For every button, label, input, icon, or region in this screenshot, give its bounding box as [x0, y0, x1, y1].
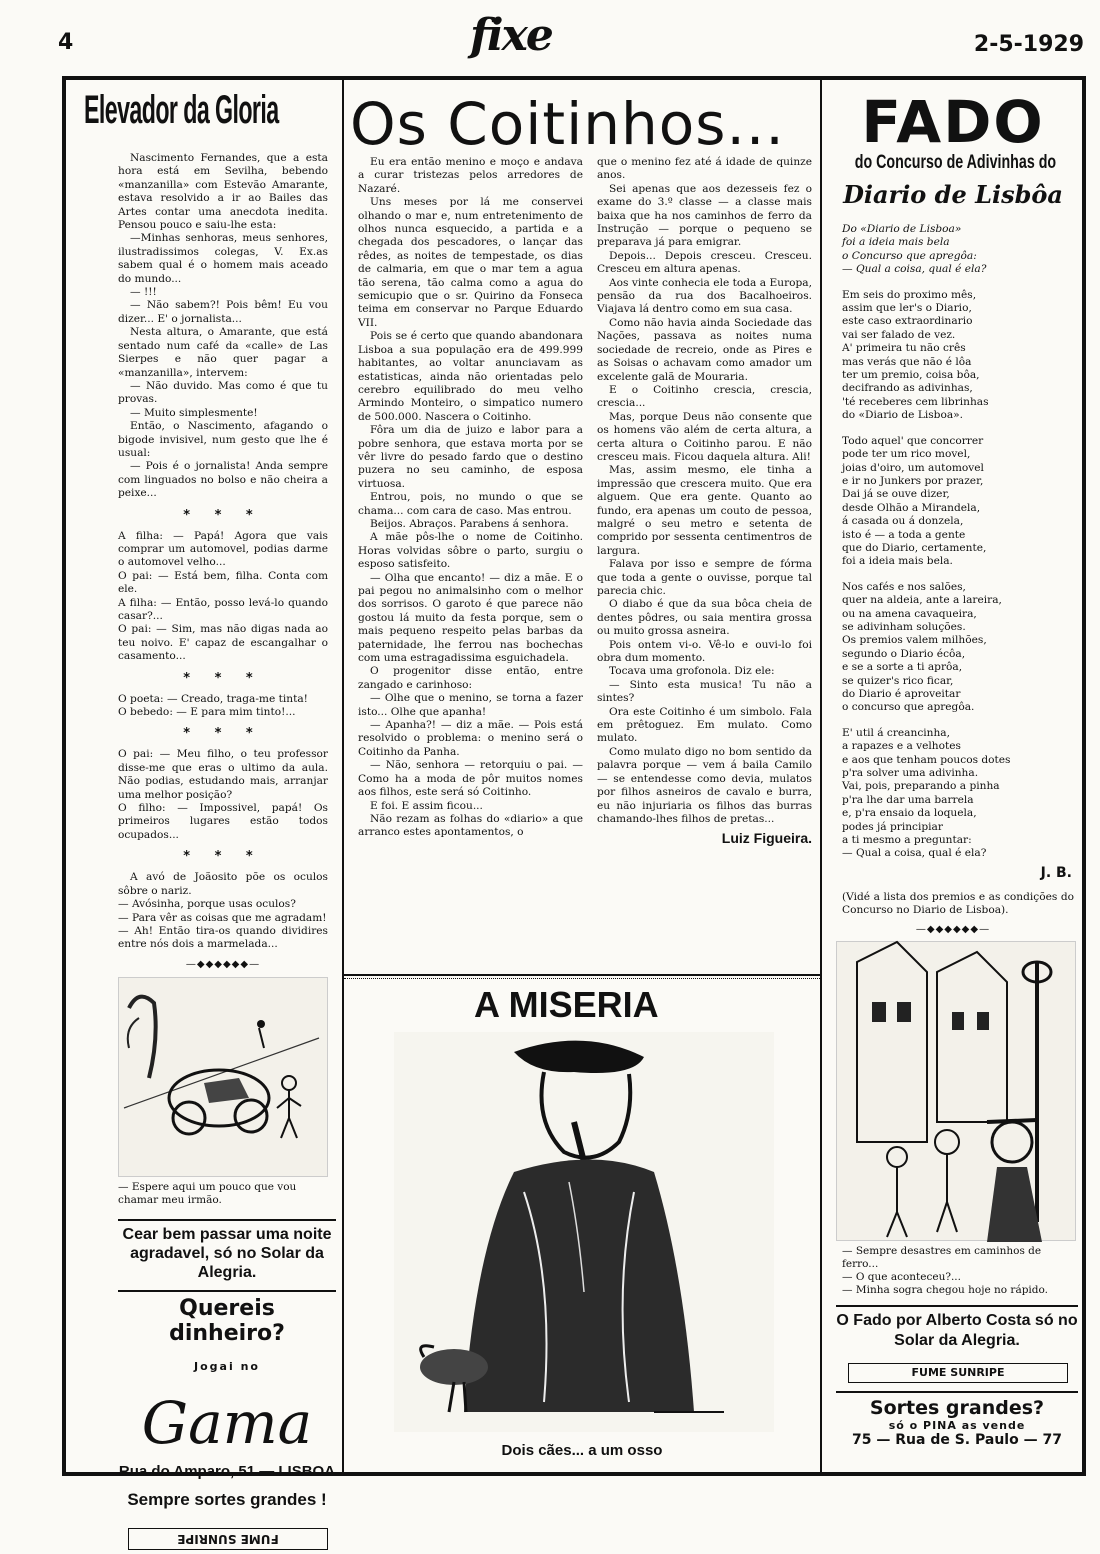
verse-line: e se a sorte a ti aprôa, — [842, 661, 963, 674]
ad-pina-line: só o PINA as vende — [888, 1418, 1026, 1432]
coitinhos-col-a — [358, 156, 583, 976]
paragraph: Pois ontem vi-o. Vê-lo e ouvi-lo foi obra dum momento. — [596, 638, 812, 665]
ad-gama-title: Quereis dinheiro? — [169, 1296, 285, 1347]
paragraph: O pai: — Meu filho, o teu professor disse-me que eras o ultimo da aula. Não podias, estudando mais, arranjar uma melhor posição? — [118, 748, 328, 801]
verse-line: podes já principiar — [842, 820, 943, 833]
paragraph: — Muito simplesmente! — [130, 406, 258, 419]
section-divider — [344, 974, 820, 979]
verse-line: e aos que tenham poucos dotes — [842, 753, 1011, 766]
cartoon-caption — [822, 1241, 1084, 1297]
ad-fado-alberto-costa: O Fado por Alberto Costa só no Solar da Alegria. — [836, 1305, 1078, 1355]
column-elevador — [66, 80, 344, 1547]
paragraph: Nesta altura, o Amarante, que está sentado num café da «calle» de Las Sierpes e não quer pagar a «manzanilla», intervem: — [118, 326, 328, 379]
caption-line: — O que aconteceu?... — [842, 1270, 961, 1283]
paragraph: Depois... Depois cresceu. Cresceu. Cresceu em altura apenas. — [596, 249, 812, 276]
paragraph: Sei apenas que aos dezesseis fez o exame do 3.º classe — a classe mais baixa que ha nos caminhos de ferro da Instrução — porque o pequeno se preparava já para emigrar. — [596, 182, 812, 249]
paragraph: — Pois é o jornalista! Anda sempre com linguados no bolso e não cheira a peixe... — [118, 460, 328, 500]
verse-line: — Qual a coisa, qual é ela? — [842, 847, 987, 860]
paragraph: Ora este Coitinho é um simbolo. Fala em prêtoguez. Em mulato. Como mulato. — [596, 705, 812, 745]
ad-gama — [118, 1290, 336, 1514]
verse-line: se adivinham soluções. — [842, 620, 966, 633]
ad-sunripe-banner: FUME SUNRIPE — [848, 1363, 1068, 1383]
verse-line: decifrando as adivinhas, — [842, 382, 973, 395]
paragraph: — Não, senhora — retorquiu o pai. — Como ha a moda de pôr muitos nomes aos filhos, este será só Coitinho. — [358, 759, 583, 799]
column-fado — [822, 80, 1084, 1472]
verse-line: Do «Diario de Lisboa» — [842, 223, 962, 235]
verse-line: e ir no Junkers por prazer, — [842, 474, 984, 487]
paragraph: Eu era então menino e moço e andava a curar tristezas pelos arredores de Nazaré. — [358, 156, 583, 195]
headline-fado: FADO — [861, 88, 1045, 156]
verse-line: foi a ideia mais bela. — [842, 555, 953, 568]
fado-verse-1 — [822, 277, 1084, 423]
verse-line: do Diario é aproveitar — [842, 688, 961, 700]
paragraph: O pai: — Sim, mas não digas nada ao teu noivo. E' capaz de escangalhar o casamento... — [118, 623, 328, 663]
paragraph: O filho: — Impossivel, papá! Os primeiros lugares estão todos ocupados... — [118, 802, 328, 841]
verse-line: á casada ou á donzela, — [842, 515, 964, 528]
caption-line: — Sempre desastres em caminhos de ferro... — [842, 1244, 1042, 1270]
section-stars: * * * — [183, 726, 263, 742]
paragraph: Então, o Nascimento, afagando o bigode invisivel, num gesto que lhe é usual: — [118, 420, 328, 459]
verse-line: Os premios valem milhões, — [842, 634, 987, 647]
verse-line: Vai, pois, preparando a pinha — [842, 780, 1000, 793]
signature-luiz-figueira: Luiz Figueira. — [721, 830, 812, 847]
section-stars: * * * — [183, 507, 263, 523]
paragraph: — Ah! Então tira-os quando dividires entre nós dois a marmelada... — [118, 924, 328, 951]
paragraph: Entrou, pois, no mundo o que se chama... com cara de caso. Mas entrou. — [358, 491, 583, 517]
verse-line: desde Olhão a Mirandela, — [842, 501, 981, 514]
issue-date: 2-5-1929 — [973, 32, 1084, 57]
verse-line: Nos cafés e nos salões, — [842, 580, 966, 593]
paragraph: A mãe pôs-lhe o nome de Coitinho. Horas volvidas sôbre o parto, surgiu o esposo satisfeito. — [358, 531, 583, 571]
fado-verse-4 — [822, 715, 1084, 861]
verse-line: Em seis do proximo mês, — [842, 288, 977, 301]
diario-de-lisboa-logo: Diario de Lisbôa — [843, 180, 1063, 209]
ad-sunripe-banner: FUME SUNRIPE — [128, 1528, 328, 1550]
headline-miseria: A MISERIA — [474, 984, 659, 1025]
coitinhos-col-b — [597, 156, 812, 976]
miseria-illustration — [394, 1032, 774, 1432]
verse-line: Dai já se ouve dizer, — [842, 488, 950, 501]
verse-line: joias d'oiro, um automovel — [842, 461, 984, 474]
verse-line: este caso extraordinario — [842, 315, 973, 328]
fado-verse-intro — [822, 223, 1084, 277]
caption-line: — Minha sogra chegou hoje no rápido. — [842, 1283, 1048, 1296]
verse-line: o Concurso que apregôa: — [842, 249, 977, 262]
verse-line: a ti mesmo a preguntar: — [842, 834, 972, 847]
beggar-with-dog-illustration-icon — [394, 1032, 774, 1432]
signature-jb: J. B. — [1040, 864, 1072, 881]
fado-subtitle: do Concurso de Adivinhas do — [854, 152, 1057, 173]
paragraph: O progenitor disse então, entre zangado e carinhoso: — [358, 665, 583, 691]
paragraph: O diabo é que da sua bôca cheia de dentes pôdres, ou saia mentira grossa ou muito grossa asneira. — [596, 598, 812, 638]
ad-pina-title: Sortes grandes? — [869, 1396, 1045, 1419]
verse-line: pode ter um rico movel, — [842, 448, 971, 461]
ad-gama-tagline: Sempre sortes grandes ! — [127, 1490, 327, 1510]
paragraph: A filha: — Papá! Agora que vais comprar um automovel, podias darme o automovel velho... — [118, 529, 328, 569]
page-frame — [62, 76, 1086, 1547]
ornament-divider: —◆◆◆◆◆◆— — [185, 958, 261, 970]
paragraph: —Minhas senhoras, meus senhores, ilustradissimos colegas, V. Ex.as sabem qual é o homem mais aceado do mundo... — [118, 232, 328, 285]
elevador-text — [66, 152, 342, 971]
paragraph: — Não duvido. Mas como é que tu provas. — [118, 379, 328, 406]
verse-line: — Qual a coisa, qual é ela? — [842, 263, 987, 276]
paragraph: — Para vêr as coisas que me agradam! — [118, 911, 327, 924]
ad-pina — [836, 1391, 1078, 1452]
section-stars: * * * — [183, 849, 263, 865]
verse-line: E' util á creancinha, — [842, 726, 950, 739]
paragraph: O bebedo: — E para mim tinto!... — [118, 706, 296, 719]
paragraph: Mas, porque Deus não consente que os homens vão além de certa altura, a certa altura o Coitinho parou. E não cresceu mais. Ficou daquela altura. Ali! — [596, 410, 812, 463]
paragraph: Pois se é certo que quando abandonara Lisboa a sua população era de 499.999 habitantes, ao voltar anunciavam as estatisticas, ainda não orientadas pelo cerebro equilibrado do meu velho Armindo Monteiro, o simpatico numero de 500.000. Nascera o Coitinho. — [358, 330, 583, 423]
paragraph: A avó de Joãosito põe os oculos sôbre o nariz. — [118, 871, 328, 897]
ornament-divider: —◆◆◆◆◆◆— — [915, 923, 991, 935]
cartoon-caption: — Espere aqui um pouco que vou chamar meu irmão. — [118, 1181, 297, 1207]
paragraph: — Não sabem?! Pois bêm! Eu vou dizer... E' o jornalista... — [118, 299, 328, 325]
fado-verse-2 — [822, 423, 1084, 569]
verse-line: ou na amena cavaqueira, — [842, 607, 977, 620]
verse-line: ter um premio, coisa bôa, — [842, 369, 980, 382]
paragraph: — Olha que encanto! — diz a mãe. E o pai pegou no animalsinho com o melhor dos sorrisos. O garoto é que parece não gostou lá muito da festa porque, sem o mais pequeno respeito pelas barbas da paternidade, lhe ferrou nas bochechas com uma estragadissima esguichadela. — [358, 571, 583, 665]
paragraph: O poeta: — Creado, traga-me tinta! — [118, 692, 308, 705]
paragraph: Falava por isso e sempre de fórma que toda a gente o ouvisse, porque tal parecia chic. — [596, 558, 812, 597]
street-scene-illustration-icon — [837, 942, 1075, 1242]
paragraph: Beijos. Abraços. Parabens á senhora. — [370, 517, 569, 530]
paragraph: Uns meses por lá me conservei olhando o mar e, num entretenimento de olhos nunca esquecido, a partida e a chegada dos pescadores, o lançar das rêdes, as noites de tempestade, os dias de calmaria, em que o mar tem a agua tão serena, tão calma como a agua do semicupio que o sr. Quirino da Fonseca teima em conservar no Parque Eduardo VII. — [358, 196, 583, 329]
masthead — [0, 0, 1100, 70]
verse-line: A' primeira tu não crês — [842, 342, 966, 355]
headline-coitinhos: Os Coitinhos... — [350, 90, 785, 158]
gama-logo: Gama — [141, 1389, 313, 1458]
fado-verse-3 — [822, 569, 1084, 715]
verse-line: foi a ideia mais bela — [842, 236, 950, 249]
ad-gama-address: Rua do Amparo, 51 — LISBOA — [118, 1463, 336, 1481]
paragraph: Tocava uma grofonola. Diz ele: — [608, 665, 775, 678]
verse-line: a rapazes e a velhotes — [842, 740, 961, 753]
paragraph: E foi. E assim ficou... — [370, 799, 483, 812]
verse-line: e, p'ra ensaio da loquela, — [842, 807, 977, 820]
verse-line: Todo aquel' que concorrer — [842, 434, 984, 447]
paragraph: O pai: — Está bem, filha. Conta com ele. — [118, 569, 328, 596]
paragraph: E o Coitinho crescia, crescia, crescia... — [596, 383, 812, 410]
column-coitinhos — [344, 80, 822, 1472]
verse-line: que do Diario, certamente, — [842, 541, 987, 554]
newspaper-logo: fixe — [470, 10, 552, 61]
ad-gama-sub: Jogai no — [194, 1360, 260, 1374]
paragraph: Como mulato digo no bom sentido da palavra porque — vem á baila Camilo — se entendesse como devia, mulatos por filhos asneiros de cavalo e burra, eu não injuriaria os filhos das burras chamando-lhes filhos de pretas... — [596, 745, 812, 825]
paragraph: Fôra um dia de juizo e labor para a pobre senhora, que estava morta por se vêr livre do pesado fardo que o destino puzera no seu caminho, de esposa virtuosa. — [358, 424, 583, 490]
paragraph: Como não havia ainda Sociedade das Nações, passava as noites numa sociedade de recreio, onde as Pires e as Soisas o achavam como amador um excelente galã de Mouraria. — [596, 316, 812, 383]
verse-line: vai ser falado de vez. — [842, 328, 956, 341]
fado-note: (Vidé a lista dos premios e as condições do Concurso no Diario de Lisboa). — [842, 890, 1074, 917]
verse-line: segundo o Diario écôa, — [842, 647, 966, 660]
paragraph: A filha: — Então, posso levá-lo quando casar?... — [118, 596, 328, 622]
paragraph: — Olhe que o menino, se torna a fazer isto... Olhe que apanha! — [358, 692, 583, 718]
verse-line: isto é — a toda a gente — [842, 528, 966, 541]
paragraph: — Apanha?! — diz a mãe. — Pois está resolvido o problema: o menino será o Coitinho da Panha. — [358, 719, 583, 758]
verse-line: quer na aldeia, ante a lareira, — [842, 594, 1002, 607]
cartoon-car-crash — [118, 977, 328, 1177]
verse-line: do «Diario de Lisboa». — [842, 409, 964, 422]
verse-line: se quizer's rico ficar, — [842, 674, 954, 687]
car-crash-illustration-icon — [119, 978, 329, 1178]
paragraph: Não rezam as folhas do «diario» a que arranco estes apontamentos, o — [358, 812, 583, 839]
page-number: 4 — [58, 30, 74, 55]
verse-line: assim que ler's o Diario, — [842, 302, 972, 315]
paragraph: — Sinto esta musica! Tu não a sintes? — [596, 678, 812, 705]
paragraph: que o menino fez até á idade de quinze anos. — [596, 156, 812, 182]
paragraph: Nascimento Fernandes, que a esta hora está em Sevilha, bebendo «manzanilla» com Estevão Amarante, estava resolvido a ir ao Bailes das Artes contar uma anecdota inedita. Pensou pouco e saiu-lhe esta: — [118, 152, 328, 232]
paragraph: — Avósinha, porque usas oculos? — [118, 898, 296, 911]
paragraph: — !!! — [130, 286, 157, 299]
verse-line: mas verás que não é lôa — [842, 355, 972, 368]
coitinhos-body — [344, 156, 820, 976]
miseria-caption: Dois cães... a um osso — [501, 1442, 663, 1459]
section-stars: * * * — [183, 670, 263, 686]
verse-line: p'ra lhe dar uma barrela — [842, 793, 974, 806]
headline-elevador: Elevador da Gloria — [84, 88, 279, 132]
ad-pina-address: 75 — Rua de S. Paulo — 77 — [852, 1431, 1062, 1448]
paragraph: Mas, assim mesmo, ele tinha a impressão que crescera muito. Que era alguem. Que era gente. Quanto ao fundo, era apenas um couto de pessoa, malgré o seu metro e setenta de comprido por sessenta centimentros de largura. — [596, 464, 812, 557]
verse-line: o concurso que apregôa. — [842, 701, 975, 714]
ad-solar-alegria: Cear bem passar uma noite agradavel, só no Solar da Alegria. — [118, 1219, 336, 1286]
verse-line: p'ra solver uma adivinha. — [842, 767, 979, 780]
verse-line: 'té receberes cem librinhas — [842, 395, 989, 408]
cartoon-street-scene — [836, 941, 1076, 1241]
paragraph: Aos vinte conhecia ele toda a Europa, pensão da rua dos Bacalhoeiros. Viajava lá dentro como em sua casa. — [596, 276, 812, 316]
